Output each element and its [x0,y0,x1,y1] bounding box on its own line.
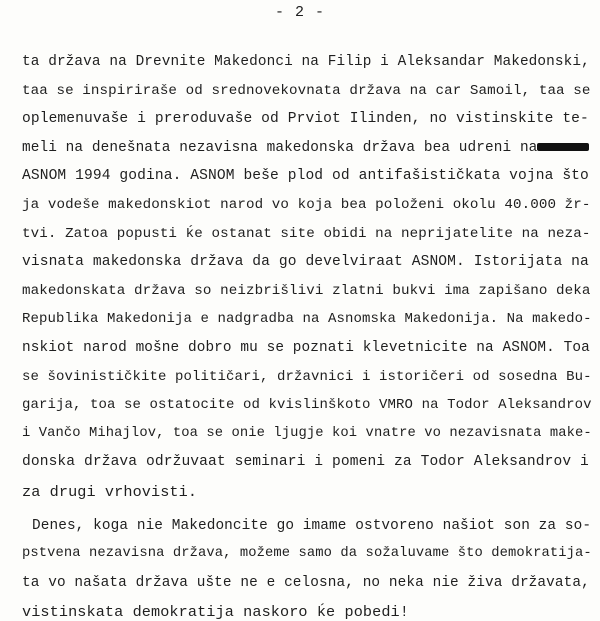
text-line: garija, toa se ostatocite od kvislinškoto VMRO na Todor Aleksandrov [22,397,592,414]
text-line: ta država na Drevnite Makedonci na Filip i Aleksandar Makedonski, [22,54,590,70]
strikethrough-mark [537,143,589,151]
text-line: nskiot narod mošne dobro mu se poznati klevetnicite na ASNOM. Toa [22,340,590,356]
text-line-content: meli na denešnata nezavisna makedonska država bea udreni na [22,139,538,156]
text-line: Republika Makedonija e nadgradba na Asnomska Makedonija. Na makedo- [22,311,592,328]
text-line: pstvena nezavisna država, možeme samo da sožaluvame što demokratija- [22,546,592,562]
text-line: makedonskata država so neizbrišlivi zlatni bukvi ima zapišano deka [22,282,591,299]
text-line: za drugi vrhovisti. [22,483,198,501]
text-line: Denes, koga nie Makedoncite go imame ostvoreno našiot son za so- [32,517,592,534]
text-line: taa se inspiriraše od srednovekovnata država na car Samoil, taa se [22,82,591,99]
text-line: oplemenuvaše i preroduvaše od Prviot Ilinden, no vistinskite te- [22,111,589,128]
text-line: i Vančo Mihajlov, toa se onie ljugje koi vnatre vo nezavisnata make- [22,425,592,441]
text-line: visnata makedonska država da go develviraat ASNOM. Istorijata na [22,254,589,271]
text-line: tvi. Zatoa popusti ḱe ostanat site obidi na neprijatelite na neza- [22,225,591,242]
text-line: ja vodeše makedonskiot narod vo koja bea položeni okolu 40.000 žr- [22,197,591,213]
page-number: - 2 - [274,4,325,21]
text-line: donska država održuvaat seminari i pomeni za Todor Aleksandrov i [22,454,589,471]
text-line: se šovinističkite političari, državnici i istoričeri od sosedna Bu- [22,368,592,385]
text-line: ASNOM 1994 godina. ASNOM beše plod od antifašističkata vojna što [22,168,589,185]
text-line: vistinskata demokratija naskoro ḱe pobedi! [22,603,409,621]
text-line: ta vo našata država ušte ne e celosna, no neka nie živa državata, [22,574,590,591]
text-line [22,140,589,156]
